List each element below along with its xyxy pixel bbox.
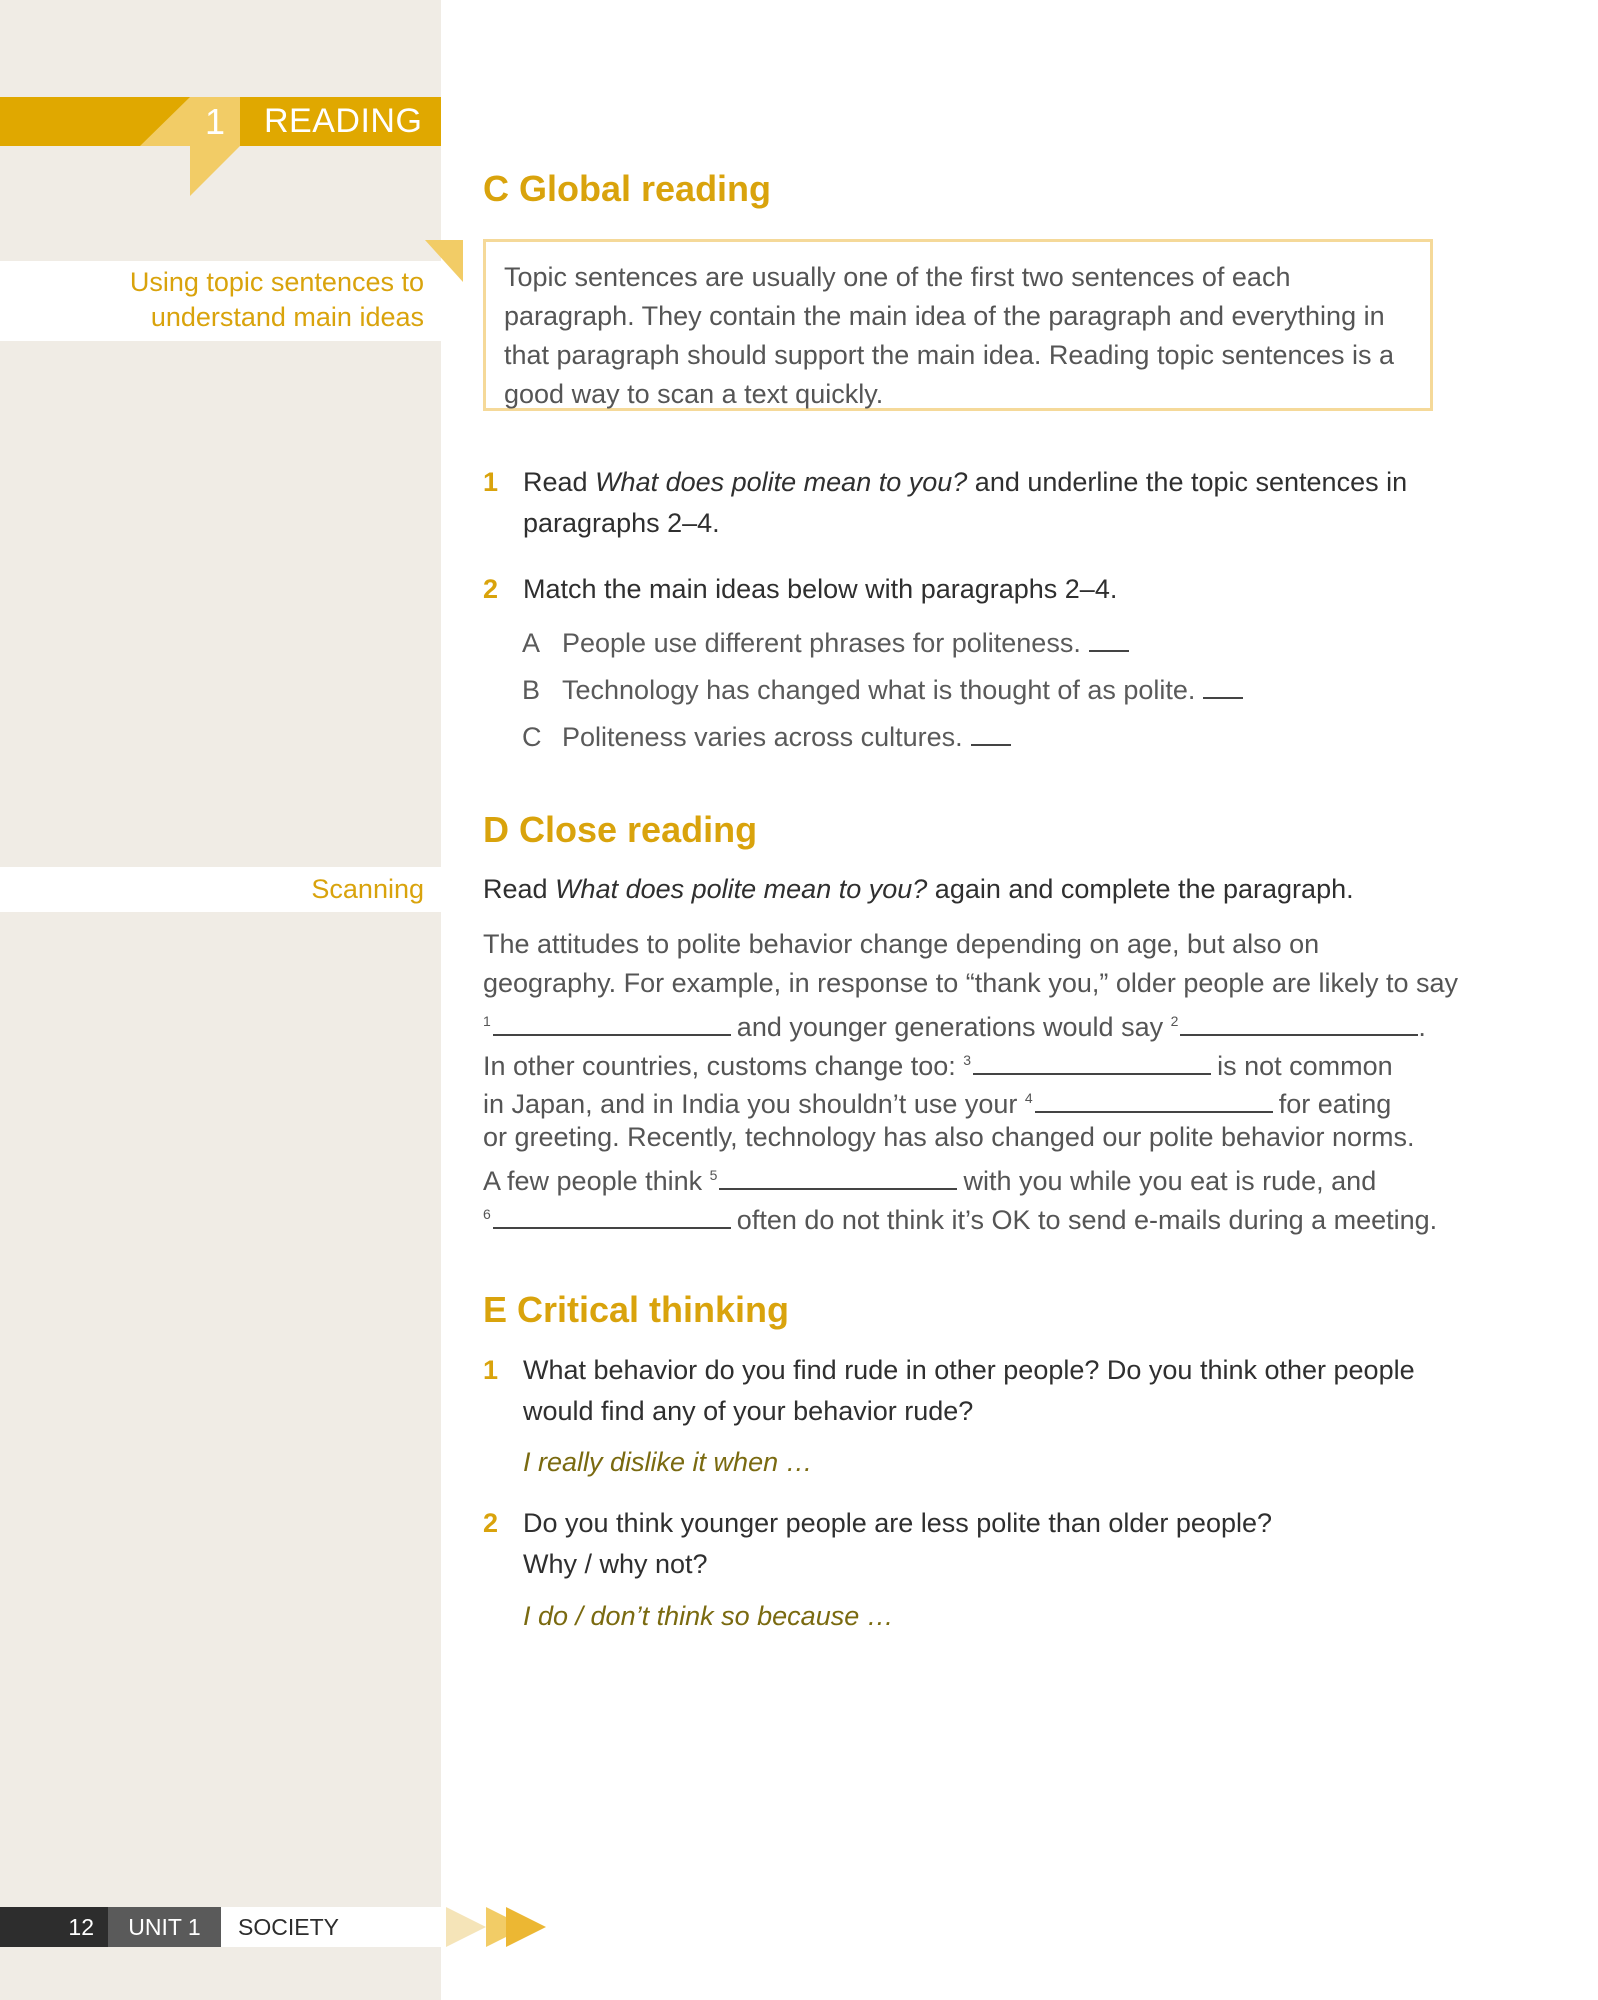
paragraph-text: for eating xyxy=(1278,1089,1392,1119)
paragraph-line xyxy=(483,1195,1437,1240)
answer-blank[interactable] xyxy=(1203,677,1243,699)
question-line: would find any of your behavior rude? xyxy=(523,1396,974,1426)
paragraph-line: geography. For example, in response to “thank you,” older people are likely to say xyxy=(483,967,1459,998)
banner-tail xyxy=(190,146,240,196)
gap-number: 5 xyxy=(709,1167,718,1183)
gap-3-input[interactable] xyxy=(973,1051,1211,1075)
gap-4-input[interactable] xyxy=(1035,1089,1273,1113)
paragraph-text: often do not think it’s OK to send e-mails during a meeting. xyxy=(736,1204,1438,1235)
gap-2-input[interactable] xyxy=(1180,1012,1418,1036)
paragraph-line: or greeting. Recently, technology has also changed our polite behavior norms. xyxy=(483,1121,1415,1152)
gap-1-input[interactable] xyxy=(493,1012,731,1036)
question-e2 xyxy=(483,1503,1483,1587)
paragraph-text: A few people think xyxy=(483,1166,703,1196)
example-answer: I do / don’t think so because … xyxy=(523,1601,894,1631)
footer-topic-label: SOCIETY xyxy=(238,1914,339,1940)
tip-label-line: understand main ideas xyxy=(150,302,424,332)
question-line: What behavior do you find rude in other people? Do you think other people xyxy=(523,1355,1415,1385)
answer-blank[interactable] xyxy=(971,724,1011,746)
footer-unit-label: UNIT 1 xyxy=(128,1914,201,1940)
match-item-b xyxy=(522,670,1243,711)
match-item-a xyxy=(522,623,1129,664)
question-e1 xyxy=(483,1350,1483,1434)
section-d-heading: D Close reading xyxy=(483,809,758,850)
paragraph-text: with you while you eat is rude, and xyxy=(963,1166,1377,1196)
question-text-pre: Read xyxy=(523,467,596,497)
footer-chevron-icon xyxy=(446,1907,486,1947)
page-number: 12 xyxy=(68,1914,94,1940)
tip-label xyxy=(130,265,424,335)
gap-5-input[interactable] xyxy=(719,1166,957,1190)
section-d-instruction xyxy=(483,869,1483,910)
match-item-c xyxy=(522,717,1011,758)
question-number: 1 xyxy=(483,1355,499,1385)
callout-line: that paragraph should support the main idea. Reading topic sentences is a xyxy=(504,340,1395,370)
unit-number: 1 xyxy=(204,101,226,142)
item-letter: B xyxy=(522,675,541,705)
paragraph-text: is not common xyxy=(1217,1050,1393,1081)
question-number: 2 xyxy=(483,1508,499,1538)
paragraph-text: . xyxy=(1418,1012,1426,1042)
gap-fill-paragraph xyxy=(483,925,1473,1235)
banner-decoration xyxy=(140,97,190,146)
paragraph-text: In other countries, customs change too: xyxy=(483,1050,956,1081)
callout-line: good way to scan a text quickly. xyxy=(504,379,884,409)
item-text: People use different phrases for politeness. xyxy=(562,628,1081,658)
question-line: Why / why not? xyxy=(523,1549,708,1579)
instruction-post: again and complete the paragraph. xyxy=(927,874,1354,904)
question-text xyxy=(523,462,1473,544)
question-c2 xyxy=(483,569,1483,610)
callout-line: Topic sentences are usually one of the first two sentences of each xyxy=(504,262,1291,292)
gap-number: 6 xyxy=(483,1205,491,1222)
section-c-heading: C Global reading xyxy=(483,168,772,209)
gap-6-input[interactable] xyxy=(493,1205,731,1229)
example-answer: I really dislike it when … xyxy=(523,1447,813,1477)
question-text: Match the main ideas below with paragraphs 2–4. xyxy=(523,574,1118,604)
tip-flag-icon xyxy=(425,240,463,282)
item-text: Politeness varies across cultures. xyxy=(562,722,963,752)
topic-sentences-callout xyxy=(483,239,1433,411)
section-title: READING xyxy=(264,102,423,140)
tip-label-line: Using topic sentences to xyxy=(129,267,424,297)
question-c1 xyxy=(483,462,1483,546)
question-line: Do you think younger people are less polite than older people? xyxy=(523,1508,1273,1538)
question-number: 1 xyxy=(483,467,499,497)
gap-number: 2 xyxy=(1170,1013,1179,1029)
callout-line: paragraph. They contain the main idea of the paragraph and everything in xyxy=(504,301,1385,331)
question-number: 2 xyxy=(483,574,499,604)
gap-number: 3 xyxy=(963,1051,972,1068)
question-text xyxy=(523,1350,1473,1432)
paragraph-line: The attitudes to polite behavior change depending on age, but also on xyxy=(483,929,1320,959)
question-text xyxy=(523,1503,1473,1585)
gap-number: 4 xyxy=(1024,1090,1033,1106)
item-letter: A xyxy=(522,628,541,658)
reading-title: What does polite mean to you? xyxy=(595,467,968,497)
question-text-post: and underline the topic sentences in xyxy=(967,467,1408,497)
answer-blank[interactable] xyxy=(1089,630,1129,652)
item-letter: C xyxy=(522,722,542,752)
footer-chevron-icon xyxy=(506,1907,546,1947)
instruction-pre: Read xyxy=(483,874,556,904)
reading-title: What does polite mean to you? xyxy=(555,874,928,904)
scanning-label: Scanning xyxy=(311,874,424,904)
paragraph-text: in Japan, and in India you shouldn’t use your xyxy=(483,1089,1018,1119)
paragraph-text: and younger generations would say xyxy=(736,1012,1164,1042)
question-text-line2: paragraphs 2–4. xyxy=(523,508,720,538)
gap-number: 1 xyxy=(483,1013,491,1029)
item-text: Technology has changed what is thought of as polite. xyxy=(562,675,1196,705)
section-e-heading: E Critical thinking xyxy=(483,1289,790,1330)
